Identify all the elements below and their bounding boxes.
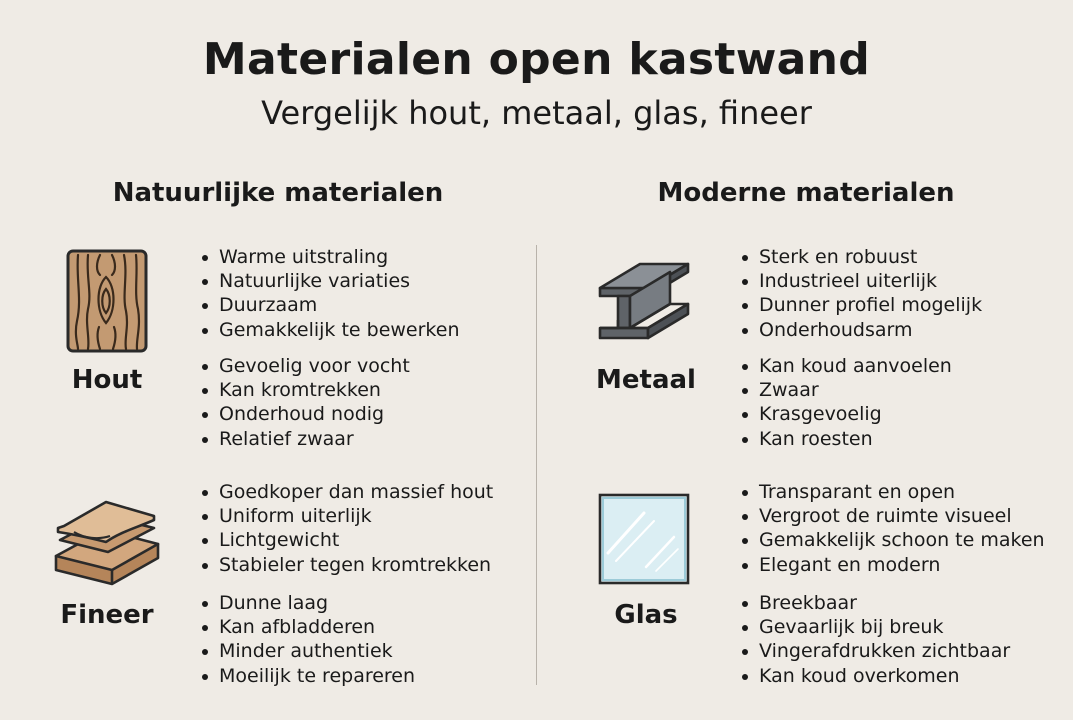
- fineer-pros-list: [200, 480, 493, 577]
- list-item: Relatief zwaar: [200, 427, 410, 451]
- list-item: Kan roesten: [740, 427, 952, 451]
- list-item: Elegant en modern: [740, 553, 1045, 577]
- hout-pros-list: [200, 245, 460, 342]
- list-item: Onderhoud nodig: [200, 402, 410, 426]
- list-item: Kan koud aanvoelen: [740, 354, 952, 378]
- list-item: Dunner profiel mogelijk: [740, 293, 982, 317]
- list-item: Kan kromtrekken: [200, 378, 410, 402]
- material-name-fineer: Fineer: [60, 600, 154, 630]
- list-item: Sterk en robuust: [740, 245, 982, 269]
- page-title: Materialen open kastwand: [202, 34, 871, 85]
- list-item: Natuurlijke variaties: [200, 269, 460, 293]
- list-item: Moeilijk te repareren: [200, 664, 415, 688]
- list-item: Vingerafdrukken zichtbaar: [740, 639, 1010, 663]
- list-item: Warme uitstraling: [200, 245, 460, 269]
- list-item: Industrieel uiterlijk: [740, 269, 982, 293]
- glas-cons-list: [740, 591, 1010, 688]
- list-item: Gemakkelijk te bewerken: [200, 318, 460, 342]
- wood-grain-icon: [66, 249, 148, 357]
- list-item: Breekbaar: [740, 591, 1010, 615]
- list-item: Gemakkelijk schoon te maken: [740, 528, 1045, 552]
- list-item: Gevaarlijk bij breuk: [740, 615, 1010, 639]
- hout-cons-list: [200, 354, 410, 451]
- veneer-layers-icon: [50, 498, 164, 592]
- right-column-heading: Moderne materialen: [657, 178, 955, 208]
- list-item: Lichtgewicht: [200, 528, 493, 552]
- fineer-cons-list: [200, 591, 415, 688]
- metaal-pros-list: [740, 245, 982, 342]
- list-item: Duurzaam: [200, 293, 460, 317]
- list-item: Kan afbladderen: [200, 615, 415, 639]
- list-item: Minder authentiek: [200, 639, 415, 663]
- list-item: Zwaar: [740, 378, 952, 402]
- list-item: Stabieler tegen kromtrekken: [200, 553, 493, 577]
- column-divider: [536, 245, 537, 685]
- left-column-heading: Natuurlijke materialen: [112, 178, 444, 208]
- list-item: Vergroot de ruimte visueel: [740, 504, 1045, 528]
- list-item: Goedkoper dan massief hout: [200, 480, 493, 504]
- glas-pros-list: [740, 480, 1045, 577]
- list-item: Uniform uiterlijk: [200, 504, 493, 528]
- list-item: Transparant en open: [740, 480, 1045, 504]
- list-item: Krasgevoelig: [740, 402, 952, 426]
- material-name-glas: Glas: [614, 600, 678, 630]
- glass-pane-icon: [598, 493, 692, 591]
- list-item: Dunne laag: [200, 591, 415, 615]
- steel-beam-icon: [596, 258, 692, 356]
- list-item: Onderhoudsarm: [740, 318, 982, 342]
- list-item: Gevoelig voor vocht: [200, 354, 410, 378]
- metaal-cons-list: [740, 354, 952, 451]
- material-name-hout: Hout: [71, 365, 143, 395]
- material-name-metaal: Metaal: [596, 365, 696, 395]
- list-item: Kan koud overkomen: [740, 664, 1010, 688]
- page-subtitle: Vergelijk hout, metaal, glas, fineer: [261, 94, 812, 132]
